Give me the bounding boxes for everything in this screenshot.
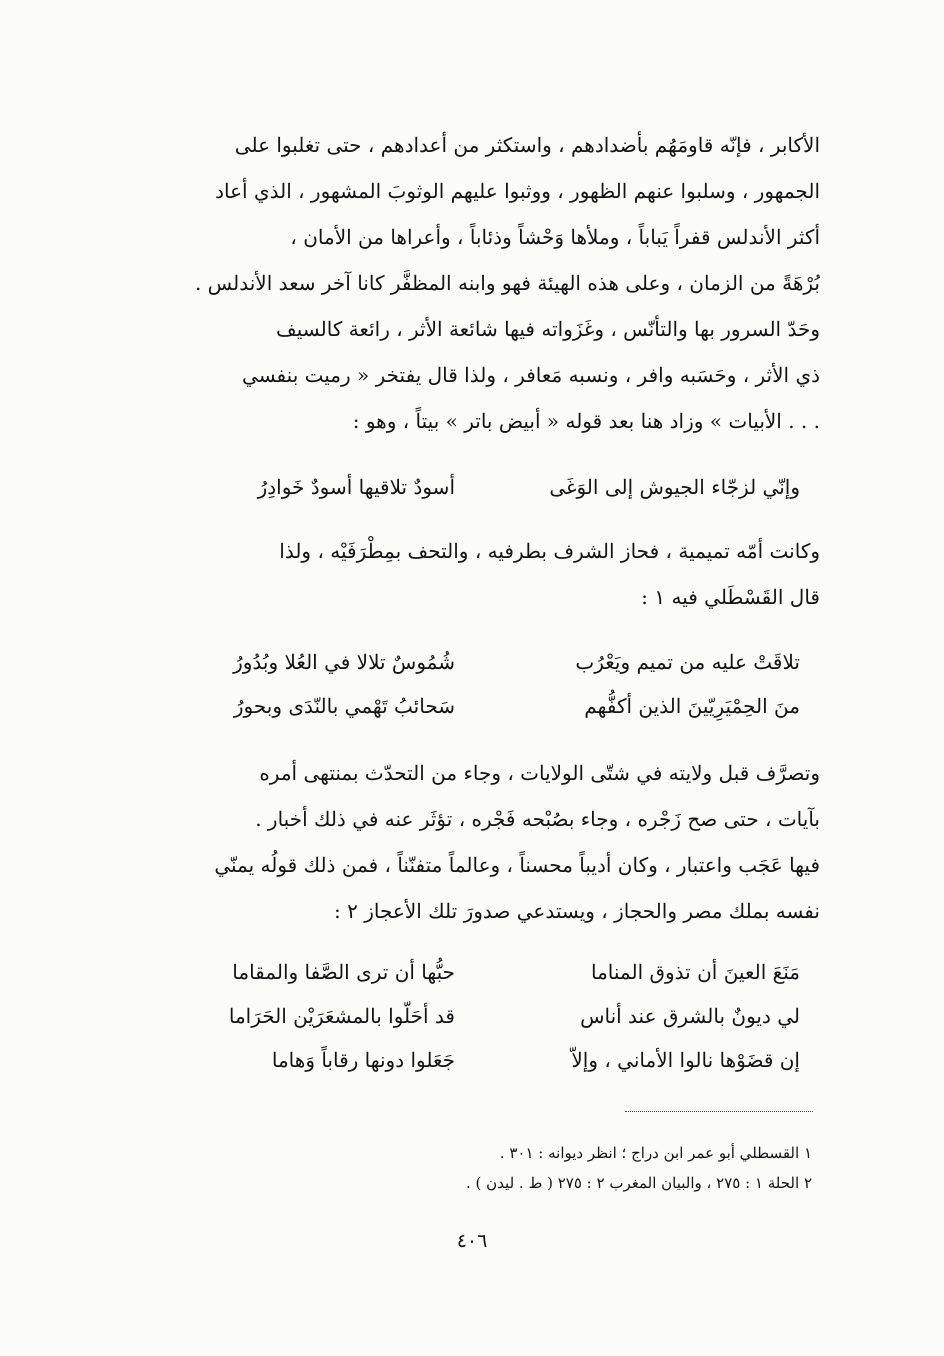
verse-line <box>120 950 820 994</box>
verse-block-3 <box>120 950 820 1082</box>
verse-second-hemistich: أسودٌ تلاقيها أسودٌ خَوادِرُ <box>257 475 455 499</box>
footnotes <box>212 1138 812 1198</box>
paragraph-3 <box>120 750 820 934</box>
footnote-1: ١ القسطلي أبو عمر ابن دراج ؛ انظر ديوانه : ٣٠١ . <box>499 1144 812 1162</box>
footnote-2: ٢ الحلة ١ : ٢٧٥ ، والبيان المغرب ٢ : ٢٧٥ ( ط . ليدن ) . <box>466 1174 812 1192</box>
verse-second-hemistich: سَحائبُ تَهْمي بالنّدَى وبحورُ <box>233 694 455 718</box>
verse-line <box>120 684 820 728</box>
verse-first-hemistich: تلاقَتْ عليه من تميم ويَعْرُب <box>575 650 800 674</box>
text-line: الأكابر ، فإنّه قاومَهُم بأضدادهم ، واستكثر من أعدادهم ، حتى تغلبوا على <box>234 133 820 157</box>
page-number: ٤٠٦ <box>456 1230 488 1252</box>
verse-first-hemistich: لي ديونٌ بالشرق عند أناس <box>580 1004 800 1028</box>
verse-line <box>120 465 820 509</box>
verse-first-hemistich: منَ الحِمْيَرِيّينَ الذين أكفُّهم <box>584 694 800 718</box>
verse-block-2 <box>120 640 820 728</box>
verse-second-hemistich: جَعَلوا دونها رقاباً وَهاما <box>271 1048 455 1072</box>
text-line: الجمهور ، وسلبوا عنهم الظهور ، ووثبوا عليهم الوثوبَ المشهور ، الذي أعاد <box>215 179 820 203</box>
text-line: فيها عَجَب واعتبار ، وكان أديباً محسناً ، وعالماً متفنّناً ، فمن ذلك قولُه يمنّي <box>214 853 820 877</box>
verse-line <box>120 994 820 1038</box>
verse-line <box>120 1038 820 1082</box>
text-line: نفسه بملك مصر والحجاز ، ويستدعي صدورَ تلك الأعجاز ٢ : <box>334 899 820 923</box>
verse-first-hemistich: إن قضَوْها نالوا الأماني ، وإلاّ <box>571 1048 800 1072</box>
paragraph-1 <box>120 122 820 444</box>
text-line: . . . الأبيات » وزاد هنا بعد قوله « أبيض باتر » بيتاً ، وهو : <box>352 409 820 433</box>
text-line: أكثر الأندلس قفراً يَباباً ، وملأها وَحْشاً وذئاباً ، وأعراها من الأمان ، <box>290 225 820 249</box>
text-line: بُرْهَةً من الزمان ، وعلى هذه الهيئة فهو وابنه المظفَّر كانا آخر سعد الأندلس . <box>194 271 820 295</box>
verse-first-hemistich: وإنّي لزجّاء الجيوش إلى الوَغَى <box>549 475 800 499</box>
text-line: قال القَسْطَلي فيه ١ : <box>641 585 820 609</box>
text-line: وحَدّ السرور بها والتأنّس ، وغَزَواته فيها شائعة الأثر ، رائعة كالسيف <box>276 317 820 341</box>
text-line: بآيات ، حتى صح زَجْره ، وجاء بصُبْحه فَجْره ، تؤثَر عنه في ذلك أخبار . <box>255 807 820 831</box>
verse-block-1 <box>120 465 820 509</box>
text-line: ذي الأثر ، وحَسَبه وافر ، ونسبه مَعافر ، ولذا قال يفتخر « رميت بنفسي <box>242 363 820 387</box>
verse-line <box>120 640 820 684</box>
verse-second-hemistich: شُمُوسٌ تلالا في العُلا وبُدُورُ <box>233 650 455 674</box>
verse-second-hemistich: حبُّها أن ترى الصَّفا والمقاما <box>232 960 455 984</box>
text-line: وتصرَّف قبل ولايته في شتّى الولايات ، وجاء من التحدّث بمنتهى أمره <box>259 761 820 785</box>
verse-first-hemistich: مَنَعَ العينَ أن تذوق المناما <box>590 960 800 984</box>
paragraph-2 <box>120 528 820 620</box>
verse-second-hemistich: قد أحَلّوا بالمشعَرَيْن الحَرَاما <box>228 1004 455 1028</box>
text-line: وكانت أمّه تميمية ، فحاز الشرف بطرفيه ، والتحف بمِطْرَفَيْه ، ولذا <box>279 539 820 563</box>
footnote-separator <box>625 1111 813 1112</box>
